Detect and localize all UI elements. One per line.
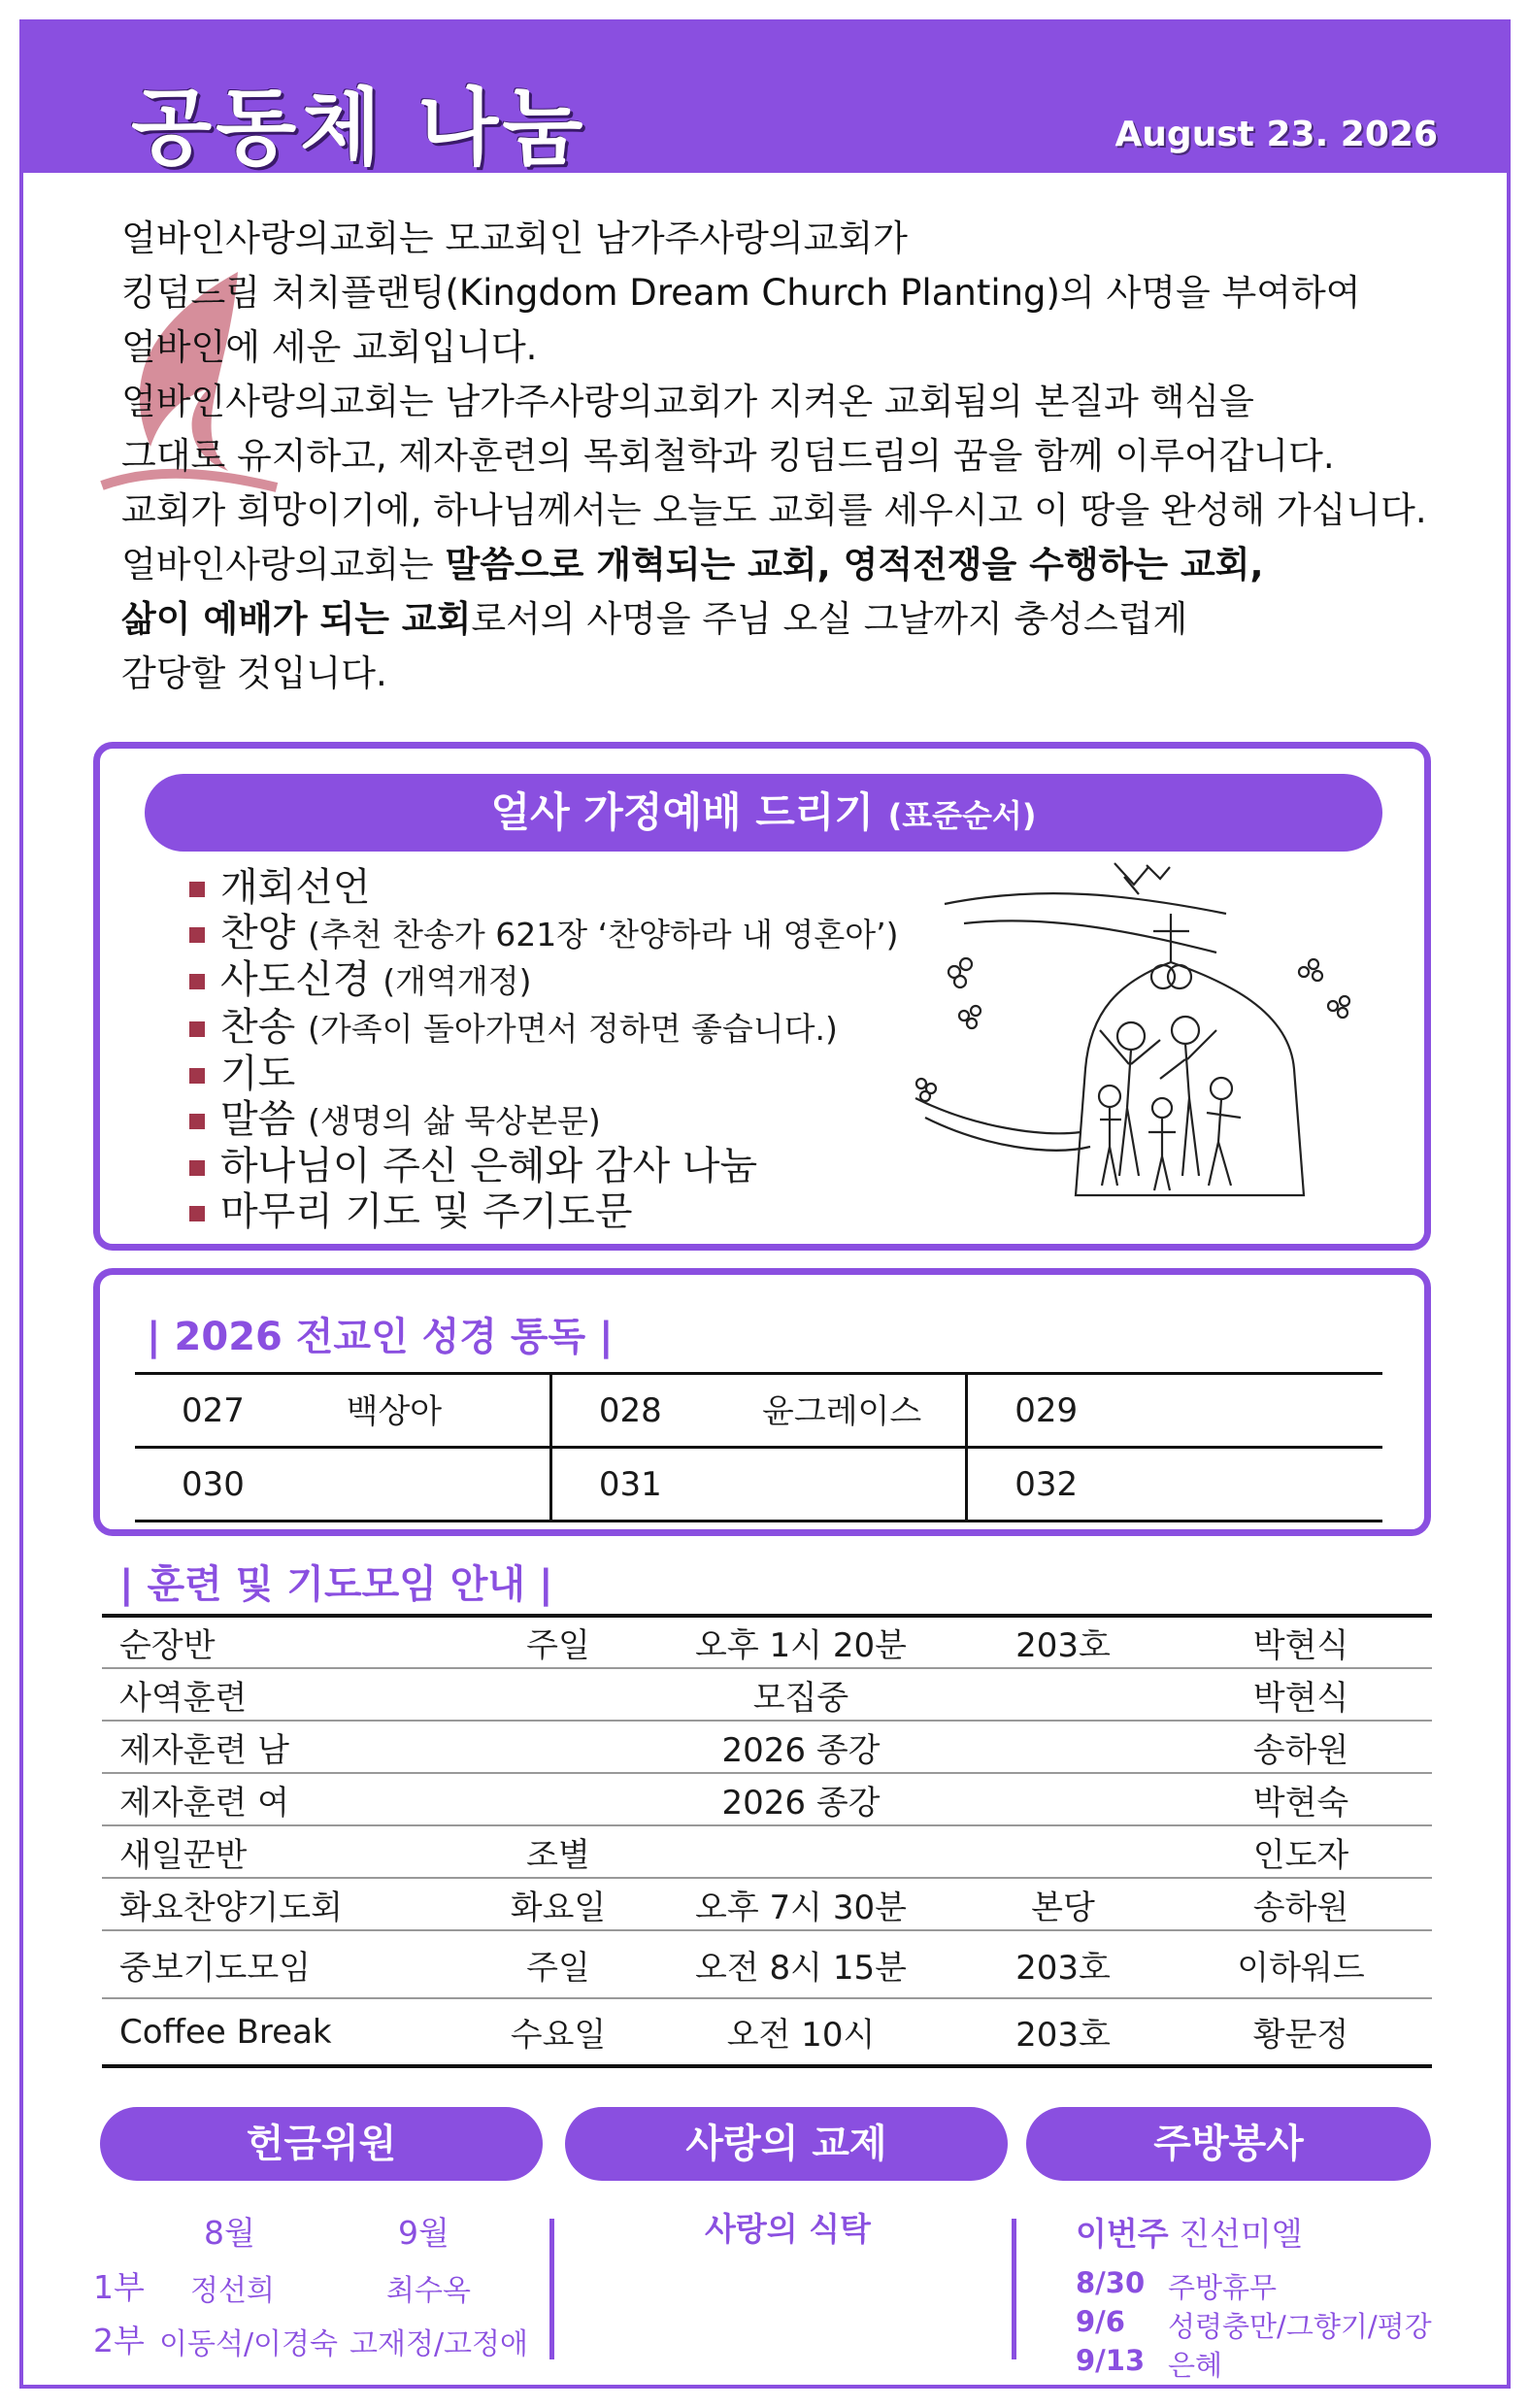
table-row xyxy=(102,1998,1432,2066)
training-time xyxy=(646,1825,956,1878)
kitchen-date: 9/6 xyxy=(1076,2305,1125,2338)
kitchen-this-week xyxy=(1076,2209,1303,2255)
offering-member: 최수옥 xyxy=(386,2274,471,2308)
table-row xyxy=(102,1930,1432,1998)
training-day: 조별 xyxy=(526,1835,590,1875)
fellowship-title: 사랑의 교제 xyxy=(565,2107,1008,2181)
intro-text: 얼바인사랑의교회는 xyxy=(121,544,446,585)
training-leader: 박현숙 xyxy=(1252,1783,1349,1823)
training-room xyxy=(956,1825,1170,1878)
intro-line xyxy=(121,538,1480,592)
training-name: Coffee Break xyxy=(119,2012,332,2052)
reading-name xyxy=(1131,1448,1382,1522)
worship-order-item xyxy=(189,1097,898,1145)
training-time: 2026 종강 xyxy=(721,1730,881,1770)
training-name: 순장반 xyxy=(119,1626,216,1665)
training-leader: 박현식 xyxy=(1252,1626,1349,1665)
worship-item-label: 개회선언 xyxy=(220,865,371,910)
bible-reading-box xyxy=(93,1268,1431,1536)
worship-item-label: 찬양 xyxy=(220,910,296,955)
training-title: | 훈련 및 기도모임 안내 | xyxy=(119,1562,553,1607)
training-room: 본당 xyxy=(1031,1888,1095,1927)
training-table xyxy=(102,1614,1432,2068)
intro-line: 킹덤드림 처치플랜팅(Kingdom Dream Church Planting)의 사명을 부여하여 xyxy=(121,272,1361,314)
training-time: 오후 1시 20분 xyxy=(695,1626,907,1665)
family-worship-title-text: 얼사 가정예배 드리기 xyxy=(490,788,874,836)
worship-item-note: (생명의 삶 묵상본문) xyxy=(308,1101,601,1140)
training-room: 203호 xyxy=(1015,1626,1111,1665)
square-bullet-icon xyxy=(189,1160,205,1176)
training-leader: 박현식 xyxy=(1252,1678,1349,1718)
intro-line: 얼바인사랑의교회는 남가주사랑의교회가 지켜온 교회됨의 본질과 핵심을 xyxy=(121,381,1254,422)
training-room: 203호 xyxy=(1015,2016,1111,2055)
offering-member: 이동석/이경숙 xyxy=(159,2327,338,2361)
training-day: 주일 xyxy=(526,1626,590,1665)
training-day xyxy=(471,1668,646,1721)
training-time: 오후 7시 30분 xyxy=(695,1888,907,1927)
training-leader: 송하원 xyxy=(1252,1888,1349,1927)
square-bullet-icon xyxy=(189,974,205,989)
worship-order-item xyxy=(189,1052,898,1097)
table-row xyxy=(102,1721,1432,1773)
reading-name xyxy=(715,1448,967,1522)
worship-item-label: 마무리 기도 및 주기도문 xyxy=(220,1188,633,1234)
worship-item-note: (추천 찬송가 621장 ‘찬양하라 내 영혼아’) xyxy=(308,915,899,953)
intro-text: 로서의 사명을 주님 오실 그날까지 충성스럽게 xyxy=(471,598,1188,640)
bible-reading-title: | 2026 전교인 성경 통독 | xyxy=(147,1315,614,1359)
table-row xyxy=(102,1616,1432,1668)
column-divider xyxy=(549,2219,554,2359)
reading-number: 031 xyxy=(550,1448,715,1522)
kitchen-service-title: 주방봉사 xyxy=(1026,2107,1431,2181)
reading-name: 윤그레이스 xyxy=(715,1374,967,1448)
worship-item-label: 하나님이 주신 은혜와 감사 나눔 xyxy=(220,1144,758,1188)
kitchen-team: 성령충만/그향기/평강 xyxy=(1168,2310,1432,2343)
reading-number: 032 xyxy=(967,1448,1132,1522)
table-row xyxy=(135,1374,1382,1448)
page-title: 공동체 나눔 xyxy=(131,80,587,177)
this-week-name: 진선미엘 xyxy=(1179,2215,1303,2253)
table-row xyxy=(135,1448,1382,1522)
square-bullet-icon xyxy=(189,927,205,943)
offering-month: 8월 xyxy=(204,2214,255,2252)
fellowship-item: 사랑의 식탁 xyxy=(705,2210,871,2248)
offering-member: 정선희 xyxy=(190,2274,275,2308)
training-name: 중보기도모임 xyxy=(119,1948,312,1988)
square-bullet-icon xyxy=(189,1068,205,1084)
column-divider xyxy=(1012,2219,1016,2359)
intro-line xyxy=(121,592,1480,647)
family-worship-title xyxy=(145,774,1382,852)
intro-emphasis: 삶이 예배가 되는 교회 xyxy=(121,598,472,640)
worship-item-label: 기도 xyxy=(220,1052,296,1096)
training-time: 2026 종강 xyxy=(721,1783,881,1823)
church-introduction xyxy=(121,212,1480,701)
reading-name xyxy=(1131,1374,1382,1448)
training-time: 모집중 xyxy=(752,1678,849,1718)
training-name: 화요찬양기도회 xyxy=(119,1888,343,1927)
worship-order-item xyxy=(189,957,898,1005)
kitchen-team: 은혜 xyxy=(1168,2349,1223,2382)
offering-month: 9월 xyxy=(398,2214,449,2252)
training-name: 새일꾼반 xyxy=(119,1835,248,1875)
training-name: 제자훈련 남 xyxy=(119,1730,290,1770)
table-row xyxy=(102,1668,1432,1721)
family-worship-box xyxy=(93,742,1431,1251)
offering-committee-title: 헌금위원 xyxy=(100,2107,543,2181)
worship-order-item xyxy=(189,1005,898,1053)
offering-service: 1부 xyxy=(93,2268,145,2306)
training-leader: 황문정 xyxy=(1252,2016,1349,2055)
training-day: 주일 xyxy=(526,1948,590,1988)
reading-number: 030 xyxy=(135,1448,300,1522)
kitchen-team: 주방휴무 xyxy=(1168,2271,1278,2304)
training-room: 203호 xyxy=(1015,1948,1111,1988)
kitchen-date: 8/30 xyxy=(1076,2266,1146,2299)
training-day xyxy=(471,1773,646,1825)
worship-item-label: 찬송 xyxy=(220,1004,296,1050)
training-leader: 송하원 xyxy=(1252,1730,1349,1770)
reading-name xyxy=(300,1448,551,1522)
intro-line: 얼바인사랑의교회는 모교회인 남가주사랑의교회가 xyxy=(121,217,908,259)
table-row xyxy=(102,1773,1432,1825)
training-name: 사역훈련 xyxy=(119,1678,248,1718)
worship-item-note: (가족이 돌아가면서 정하면 좋습니다.) xyxy=(308,1009,838,1048)
training-room xyxy=(956,1721,1170,1773)
training-name: 제자훈련 여 xyxy=(119,1783,290,1823)
kitchen-date: 9/13 xyxy=(1076,2344,1146,2377)
training-leader: 인도자 xyxy=(1252,1835,1349,1875)
training-day: 수요일 xyxy=(510,2016,607,2055)
bulletin-date: August 23. 2026 xyxy=(1114,115,1438,154)
square-bullet-icon xyxy=(189,1206,205,1221)
intro-emphasis: 말씀으로 개혁되는 교회, 영적전쟁을 수행하는 교회, xyxy=(445,544,1264,585)
training-day xyxy=(471,1721,646,1773)
worship-item-note: (개역개정) xyxy=(382,962,532,1000)
training-room xyxy=(956,1773,1170,1825)
page-header xyxy=(19,19,1511,177)
training-day: 화요일 xyxy=(510,1888,607,1927)
worship-order-item xyxy=(189,911,898,958)
intro-line: 감당할 것입니다. xyxy=(121,652,387,694)
square-bullet-icon xyxy=(189,1114,205,1129)
this-week-label: 이번주 xyxy=(1076,2215,1169,2253)
worship-item-label: 사도신경 xyxy=(220,957,371,1002)
table-row xyxy=(102,1825,1432,1878)
worship-item-label: 말씀 xyxy=(220,1096,296,1142)
reading-number: 028 xyxy=(550,1374,715,1448)
worship-order-list xyxy=(189,865,898,1234)
intro-line: 교회가 희망이기에, 하나님께서는 오늘도 교회를 세우시고 이 땅을 완성해 가십니다. xyxy=(121,489,1427,531)
square-bullet-icon xyxy=(189,882,205,897)
bible-reading-table xyxy=(135,1372,1382,1522)
worship-order-item xyxy=(189,1189,898,1235)
intro-line: 그대로 유지하고, 제자훈련의 목회철학과 킹덤드림의 꿈을 함께 이루어갑니다. xyxy=(121,435,1335,477)
table-row xyxy=(102,1878,1432,1930)
worship-order-item xyxy=(189,1144,898,1189)
offering-service: 2부 xyxy=(93,2322,145,2359)
family-church-illustration xyxy=(906,855,1411,1215)
training-leader: 이하워드 xyxy=(1237,1948,1365,1988)
training-time: 오전 10시 xyxy=(726,2016,876,2055)
intro-line: 얼바인에 세운 교회입니다. xyxy=(121,326,538,368)
reading-number: 027 xyxy=(135,1374,300,1448)
worship-order-item xyxy=(189,865,898,911)
reading-name: 백상아 xyxy=(300,1374,551,1448)
square-bullet-icon xyxy=(189,1021,205,1037)
training-room xyxy=(956,1668,1170,1721)
training-time: 오전 8시 15분 xyxy=(695,1948,907,1988)
offering-member: 고재정/고정애 xyxy=(349,2327,528,2361)
family-worship-title-note: (표준순서) xyxy=(887,797,1037,834)
reading-number: 029 xyxy=(967,1374,1132,1448)
